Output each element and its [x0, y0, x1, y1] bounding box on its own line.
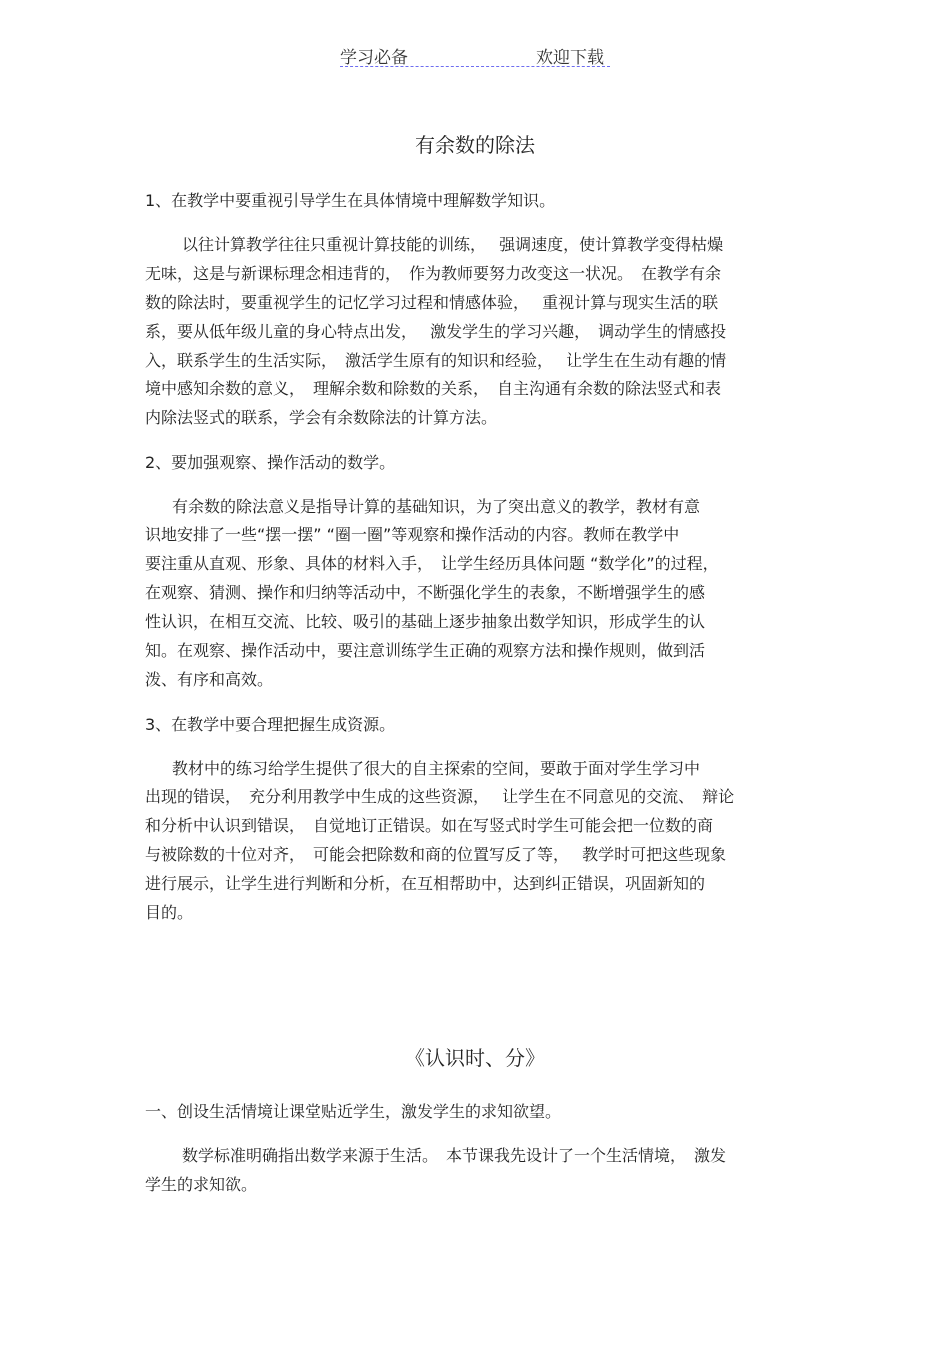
- paragraph-line: 内除法竖式的联系，学会有余数除法的计算方法。: [145, 408, 498, 427]
- section1-title: 有余数的除法: [415, 133, 535, 157]
- paragraph-line: 在观察、猜测、操作和归纳等活动中，不断强化学生的表象，不断增强学生的感: [145, 583, 706, 602]
- paragraph-line: 入，联系学生的生活实际， 激活学生原有的知识和经验， 让学生在生动有趣的情: [145, 351, 727, 370]
- paragraph-line: 系，要从低年级儿童的身心特点出发， 激发学生的学习兴趣， 调动学生的情感投: [145, 322, 727, 341]
- paragraph-line: 有余数的除法意义是指导计算的基础知识，为了突出意义的教学，教材有意: [172, 497, 701, 516]
- paragraph-line: 知。在观察、操作活动中，要注意训练学生正确的观察方法和操作规则，做到活: [145, 641, 706, 660]
- paragraph-line: 和分析中认识到错误， 自觉地订正错误。如在写竖式时学生可能会把一位数的商: [145, 816, 714, 835]
- header-left-text: 学习必备: [340, 48, 408, 68]
- paragraph-line: 教材中的练习给学生提供了很大的自主探索的空间，要敢于面对学生学习中: [172, 759, 701, 778]
- paragraph-line: 进行展示，让学生进行判断和分析，在互相帮助中，达到纠正错误，巩固新知的: [145, 874, 706, 893]
- section1-point2-heading: 2、要加强观察、操作活动的数学。: [145, 453, 396, 472]
- paragraph-line: 无味，这是与新课标理念相违背的， 作为教师要努力改变这一状况。 在教学有余: [145, 264, 722, 283]
- paragraph-line: 性认识，在相互交流、比较、吸引的基础上逐步抽象出数学知识，形成学生的认: [145, 612, 706, 631]
- paragraph-line: 以往计算教学往往只重视计算技能的训练， 强调速度，使计算教学变得枯燥: [182, 235, 724, 254]
- section1-point1-heading: 1、在教学中要重视引导学生在具体情境中理解数学知识。: [145, 191, 556, 210]
- paragraph-line: 学生的求知欲。: [145, 1175, 258, 1194]
- section2-title: 《认识时、分》: [405, 1046, 545, 1070]
- paragraph-line: 境中感知余数的意义， 理解余数和除数的关系， 自主沟通有余数的除法竖式和表: [145, 379, 722, 398]
- paragraph-line: 要注重从直观、形象、具体的材料入手， 让学生经历具体问题 “数学化”的过程，: [145, 554, 719, 573]
- paragraph-line: 数的除法时，要重视学生的记忆学习过程和情感体验， 重视计算与现实生活的联: [145, 293, 719, 312]
- paragraph-line: 与被除数的十位对齐， 可能会把除数和商的位置写反了等， 教学时可把这些现象: [145, 845, 727, 864]
- paragraph-line: 出现的错误， 充分利用教学中生成的这些资源， 让学生在不同意见的交流、 辩论: [145, 787, 735, 806]
- header-right-text: 欢迎下载: [536, 48, 604, 68]
- paragraph-line: 数学标准明确指出数学来源于生活。 本节课我先设计了一个生活情境， 激发: [182, 1146, 727, 1165]
- page-header: [340, 40, 610, 67]
- paragraph-line: 目的。: [145, 903, 194, 922]
- section1-point3-heading: 3、在教学中要合理把握生成资源。: [145, 715, 396, 734]
- paragraph-line: 泼、有序和高效。: [145, 670, 274, 689]
- paragraph-line: 识地安排了一些“摆一摆” “圈一圈”等观察和操作活动的内容。教师在教学中: [145, 525, 680, 544]
- section2-point1-heading: 一、创设生活情境让课堂贴近学生，激发学生的求知欲望。: [145, 1102, 562, 1121]
